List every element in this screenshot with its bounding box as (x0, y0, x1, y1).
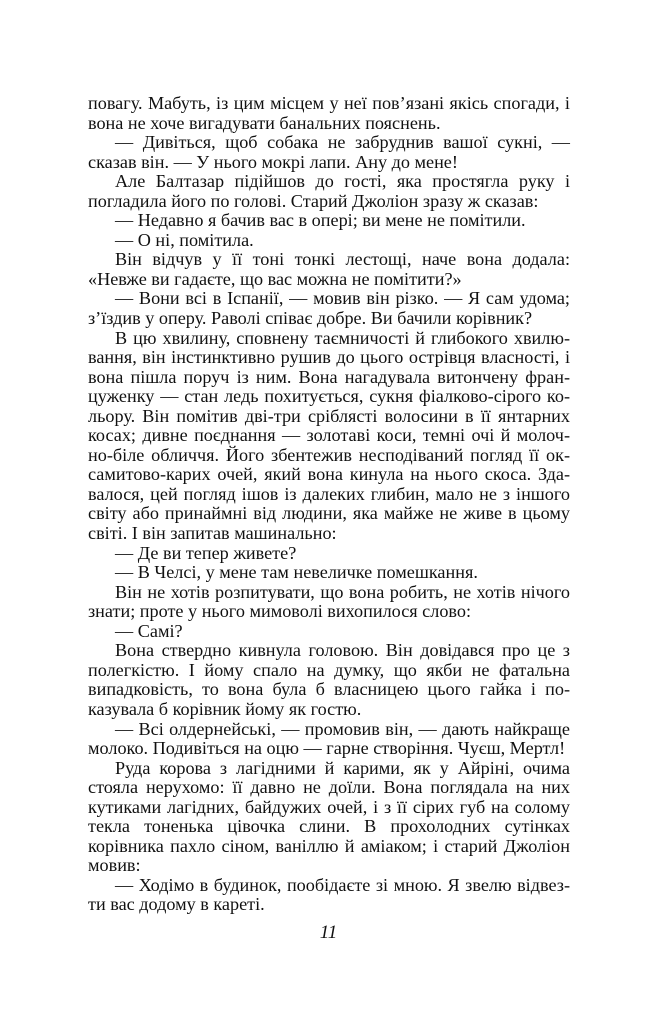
paragraph: Він відчув у її тоні тонкі лестощі, наче вона додала: «Невже ви гадаєте, що вас можна не помітити?» (88, 249, 570, 289)
paragraph: — О ні, помітила. (115, 229, 254, 250)
paragraph-continued: повагу. Мабуть, із цим місцем у неї пов’язані якісь спогади, і вона не хоче вигадувати банальних пояснень. (88, 93, 570, 133)
paragraph: В цю хвилину, сповнену таємничості й глибокого хвилювання, він інстинктивно рушив до цього острівця власності, і вона пішла поруч із ним. Вона нагадувала витончену француженку — стан ледь похитується, сукня фіалково-сірого кольору. Він помітив дві-три сріблясті волосини в її янтарних косах; дивне поєднання — золотаві коси, темні очі й молочно-біле обличчя. Його збентежив несподіваний погляд її оксамитово-карих очей, який вона кинула на нього скоса. Здавалося, цей погляд ішов із далеких глибин, мало не з іншого світу або принаймні від людини, яка майже не живе в цьому світі. І він запитав машинально: (88, 327, 570, 544)
paragraph: — Самі? (115, 620, 183, 641)
book-page-text (88, 94, 570, 915)
paragraph: Руда корова з лагідними й карими, як у Айріні, очима стояла нерухомо: її давно не доїли. Вона поглядала на них кутиками лагідних, байдужих очей, і з її сірих губ на солому текла тоненька цівочка слини. В прохолодних сутінках корівника пахло сіном, ваніллю й аміаком; і старий Джоліон мовив: (88, 757, 570, 876)
paragraph: — Недавно я бачив вас в опері; ви мене не помітили. (115, 210, 526, 231)
paragraph: — Дивіться, щоб собака не забруднив вашої сукні, — сказав він. — У нього мокрі лапи. Ану до мене! (88, 132, 570, 172)
paragraph: — Де ви тепер живете? (115, 542, 297, 563)
paragraph: Але Балтазар підійшов до гості, яка простягла руку і погладила його по голові. Старий Джоліон зразу ж сказав: (88, 171, 570, 211)
paragraph: — Ходімо в будинок, пообідаєте зі мною. Я звелю відвезти вас додому в кареті. (88, 874, 570, 915)
paragraph: Він не хотів розпитувати, що вона робить, не хотів нічого знати; проте у нього мимоволі вихопилося слово: (88, 581, 570, 622)
paragraph: — Всі олдернейські, — промовив він, — дають найкраще молоко. Подивіться на оцю — гарне створіння. Чуєш, Мертл! (88, 718, 570, 759)
page-number: 11 (319, 922, 338, 943)
paragraph: — Вони всі в Іспанії, — мовив він різко. — Я сам удома; з’їздив у оперу. Раволі співає добре. Ви бачили корівник? (88, 288, 570, 329)
paragraph: Вона ствердно кивнула головою. Він довідався про це з полегкістю. І йому спало на думку, що якби не фатальна випадковість, то вона була б власницею цього гайка і показувала б корівник йому як гостю. (88, 640, 570, 719)
paragraph: — В Челсі, у мене там невеличке помешкання. (115, 562, 478, 583)
